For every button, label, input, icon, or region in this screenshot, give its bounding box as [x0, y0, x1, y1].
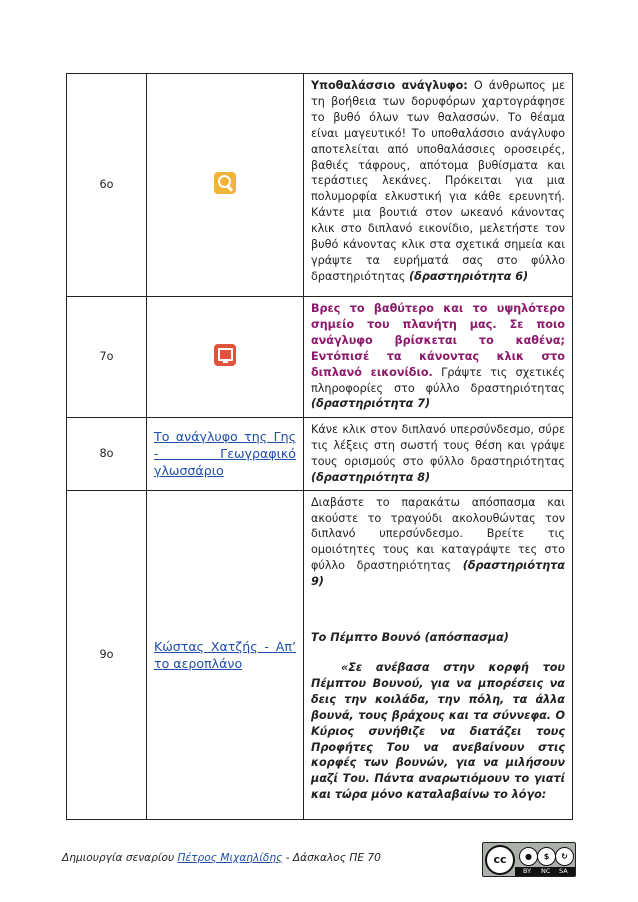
by-label: BY	[523, 867, 532, 875]
row-number: 7o	[67, 297, 147, 418]
table-row	[67, 418, 573, 491]
creative-commons-license-icon[interactable]	[482, 842, 576, 877]
excerpt-text: «Σε ανέβασα στην κορφή του Πέμπτου Βουνού, για να μπορέσεις να δεις την κοιλάδα, την πόλη, τα άλλα βουνά, τους βράχους και τα σύννεφα. Ο Κύριος συνήθιζε να διατάζει τους Προφήτες Του να ανεβαίνουν στις κορφές των βουνών, για να μιλήσουν μαζί Του. Πάντα αναρωτιόμουν το γιατί και τώρα μόνο καταλαβαίνω το λόγο:	[311, 660, 565, 802]
glossary-link[interactable]: Το ανάγλυφο της Γης - Γεωγραφικό γλωσσάριο	[154, 429, 296, 479]
nc-label: NC	[541, 867, 551, 875]
author-link[interactable]: Πέτρος Μιχαηλίδης	[177, 852, 283, 864]
excerpt-title: Το Πέμπτο Βουνό (απόσπασμα)	[311, 631, 509, 645]
nc-icon: $	[537, 847, 556, 866]
activity-table	[66, 73, 573, 820]
presentation-icon[interactable]	[214, 344, 236, 366]
song-link[interactable]: Κώστας Χατζής - Απ’ το αεροπλάνο	[154, 638, 296, 671]
sa-icon: ↻	[555, 847, 574, 866]
sa-label: SA	[559, 867, 568, 875]
footer-credit: Δημιουργία σεναρίου Πέτρος Μιχαηλίδης - Δάσκαλος ΠΕ 70	[62, 852, 381, 864]
table-row	[67, 74, 573, 297]
activity-description	[304, 490, 573, 819]
cc-icon: cc	[485, 845, 515, 875]
activity-description: Βρες το βαθύτερο και το υψηλότερο σημείο του πλανήτη μας. Σε ποιο ανάγλυφο βρίσκεται το καθένα; Εντόπισέ τα κάνοντας κλικ στο διπλανό εικονίδιο. Γράψτε τις σχετικές πληροφορίες στο φύλλο δραστηριότητας (δραστηριότητα 7)	[304, 297, 573, 418]
search-icon[interactable]	[214, 172, 236, 194]
by-icon: ●	[519, 847, 538, 866]
row-number: 9o	[67, 490, 147, 819]
activity-description: Υποθαλάσσιο ανάγλυφο: Ο άνθρωπος με τη βοήθεια των δορυφόρων χαρτογράφησε το βυθό όλων των θαλασσών. Το θέαμα είναι μαγευτικό! Το υποθαλάσσιο ανάγλυφο αποτελείται από υποθαλάσσιες οροσειρές, βαθιές τάφρους, απότομα βυθίσματα και τεράστιες λεκάνες. Πρόκειται για μια πολυμορφία ελκυστική για κάθε ερευνητή. Κάντε μια βουτιά στον ωκεανό κάνοντας κλικ στο διπλανό εικονίδιο, μελετήστε τον βυθό κάνοντας κλικ στα σχετικά σημεία και γράψτε τα ευρήματά σας στο φύλλο δραστηριότητας (δραστηριότητα 6)	[304, 74, 573, 297]
link-cell	[147, 418, 304, 491]
icon-cell	[147, 297, 304, 418]
table-row	[67, 490, 573, 819]
row-number: 6o	[67, 74, 147, 297]
icon-cell	[147, 74, 304, 297]
link-cell	[147, 490, 304, 819]
activity-description: Κάνε κλικ στον διπλανό υπερσύνδεσμο, σύρε τις λέξεις στη σωστή τους θέση και γράψε τους ορισμούς στο φύλλο δραστηριότητας (δραστηριότητα 8)	[304, 418, 573, 491]
row-number: 8o	[67, 418, 147, 491]
table-row	[67, 297, 573, 418]
instructions: Διαβάστε το παρακάτω απόσπασμα και ακούστε το τραγούδι ακολουθώντας τον διπλανό υπερσύνδεσμο. Βρείτε τις ομοιότητες τους και καταγράψτε τες στο φύλλο δραστηριότητας (δραστηριότητα 9)	[311, 495, 565, 589]
